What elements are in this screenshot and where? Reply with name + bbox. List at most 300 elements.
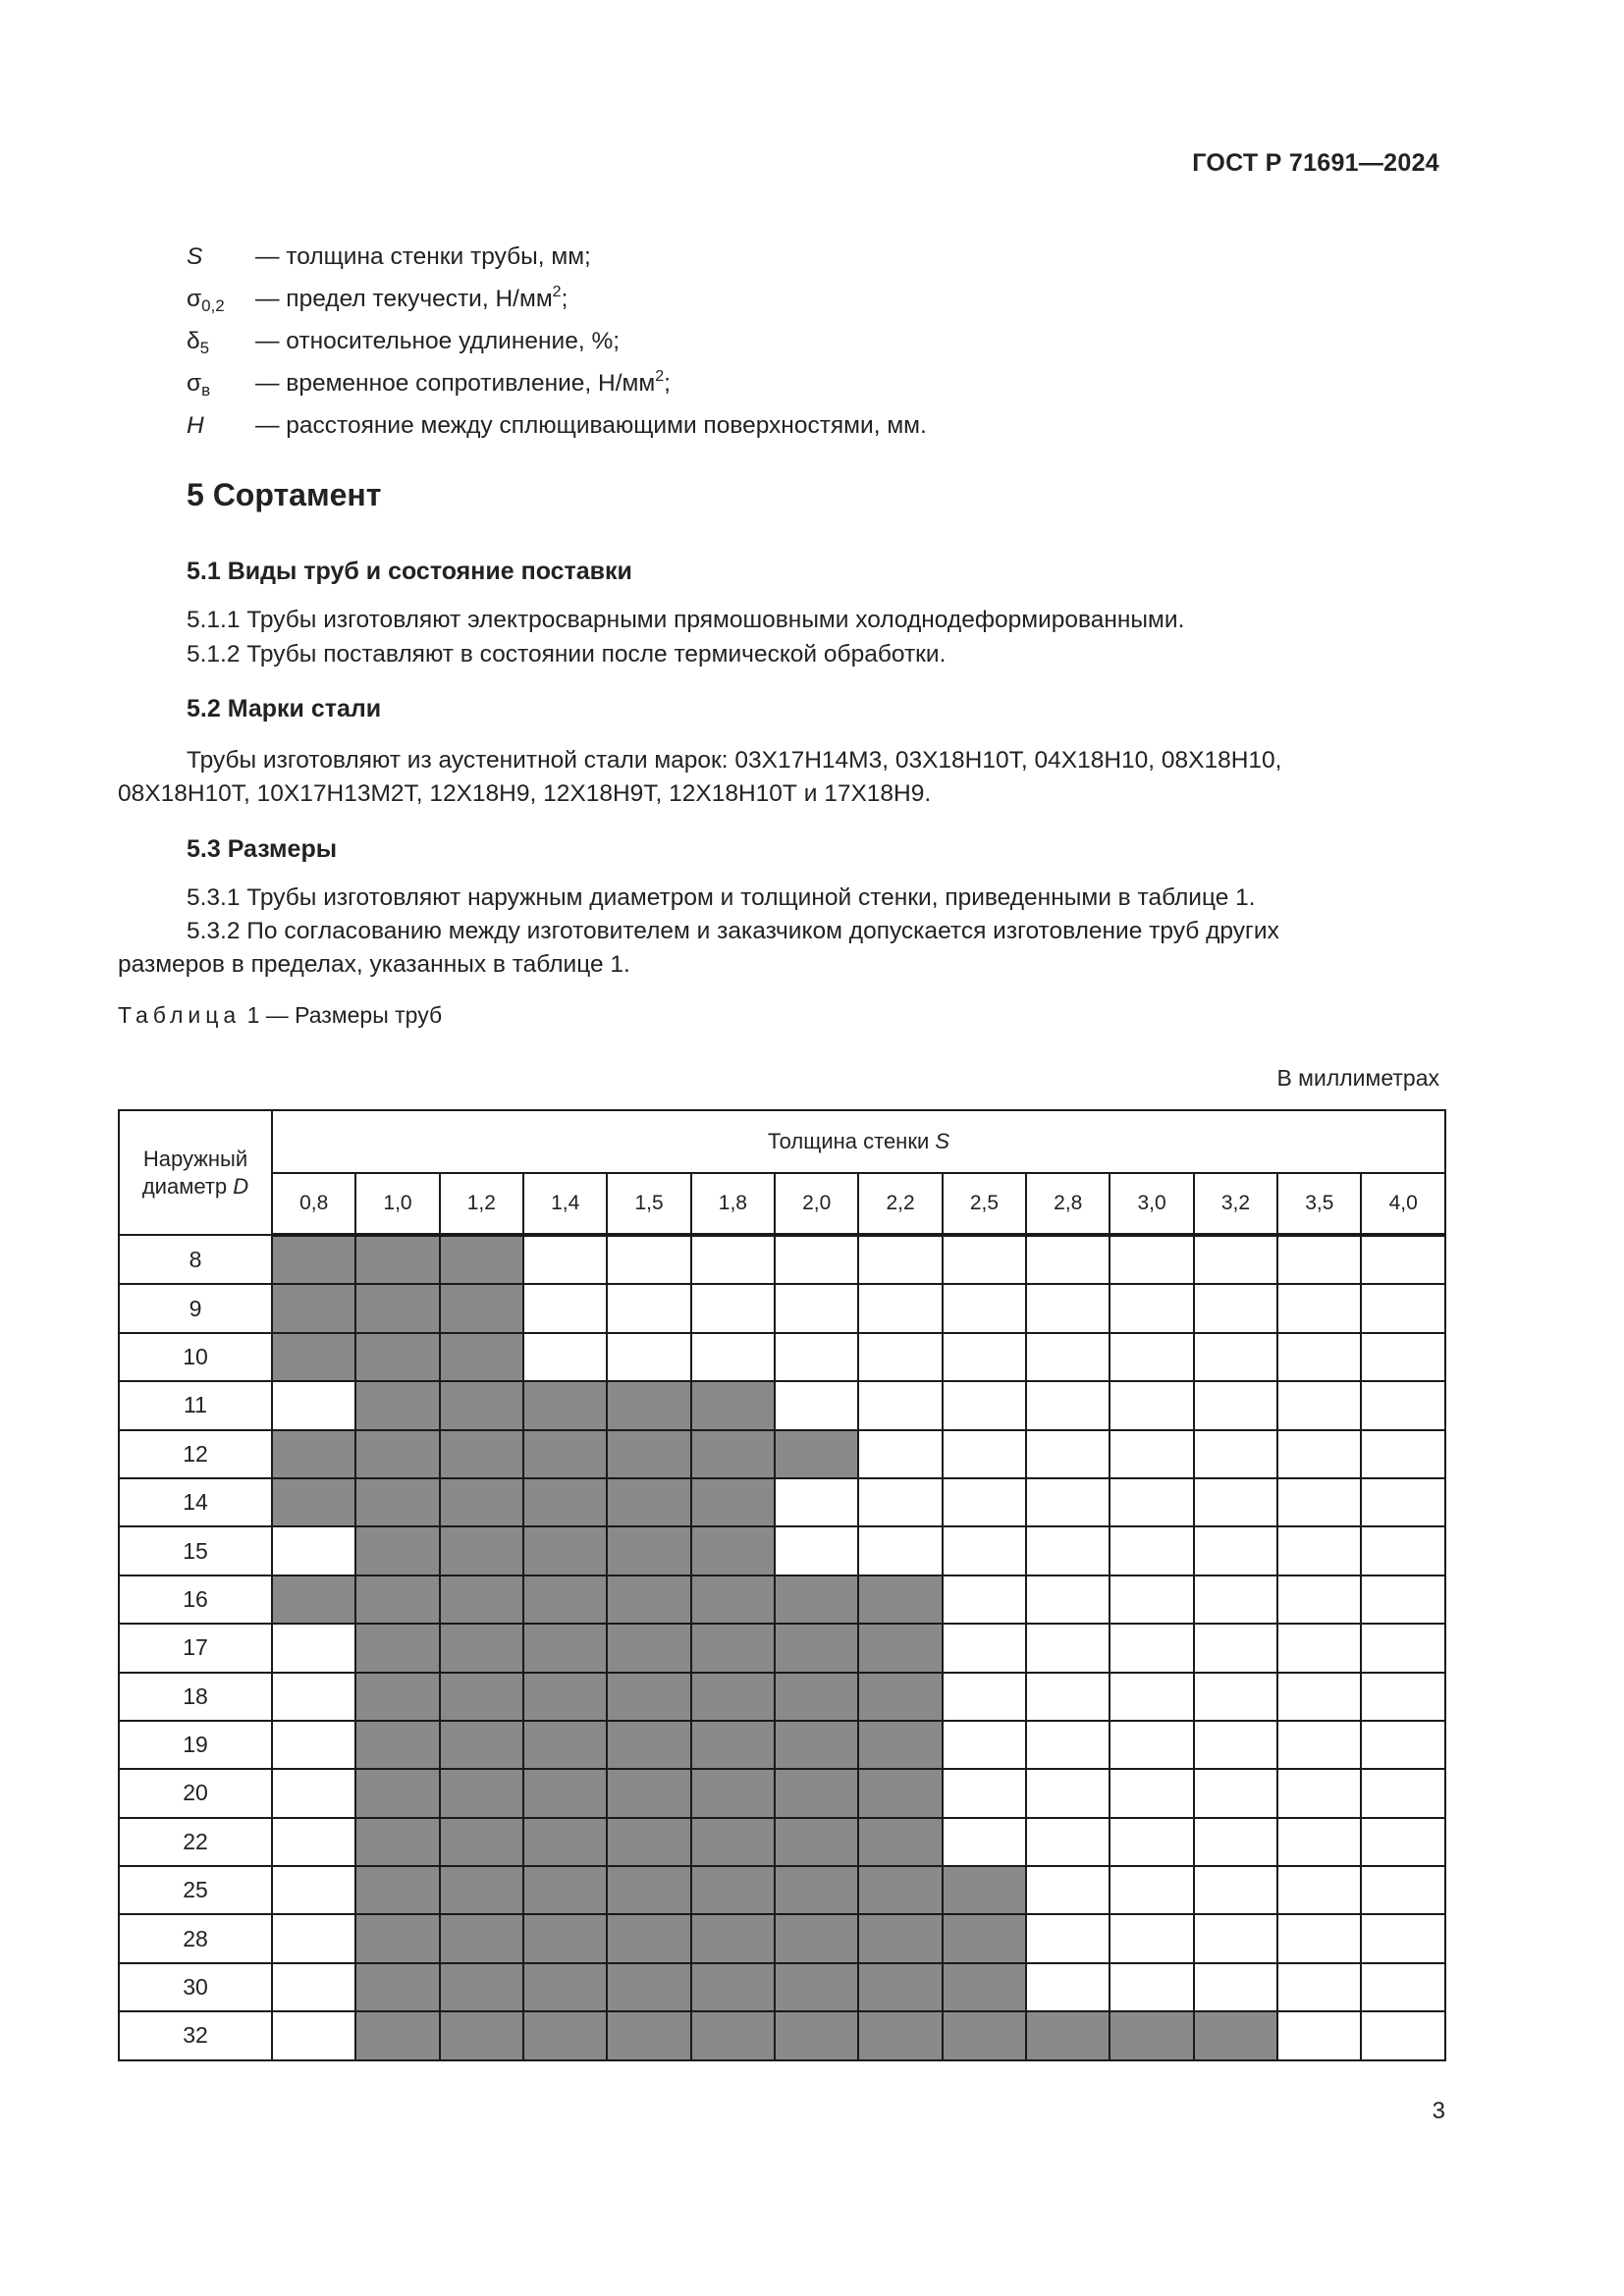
empty-size-cell (691, 1333, 775, 1381)
available-size-cell (523, 1673, 607, 1721)
available-size-cell (1194, 2011, 1277, 2059)
diameter-cell: 8 (119, 1235, 272, 1284)
empty-size-cell (943, 1818, 1026, 1866)
available-size-cell (272, 1284, 355, 1332)
available-size-cell (775, 2011, 858, 2059)
available-size-cell (355, 1381, 439, 1429)
available-size-cell (440, 1478, 523, 1526)
available-size-cell (775, 1624, 858, 1672)
available-size-cell (440, 1769, 523, 1817)
empty-size-cell (1361, 2011, 1445, 2059)
empty-size-cell (1277, 1769, 1361, 1817)
empty-size-cell (1361, 1914, 1445, 1962)
empty-size-cell (1110, 1721, 1193, 1769)
empty-size-cell (272, 1963, 355, 2011)
available-size-cell (775, 1673, 858, 1721)
available-size-cell (607, 1963, 690, 2011)
empty-size-cell (1194, 1381, 1277, 1429)
thickness-header-cell: 2,0 (775, 1173, 858, 1235)
empty-size-cell (1026, 1914, 1110, 1962)
empty-size-cell (775, 1381, 858, 1429)
empty-size-cell (1110, 1818, 1193, 1866)
thickness-header-cell: 3,2 (1194, 1173, 1277, 1235)
empty-size-cell (272, 1526, 355, 1575)
available-size-cell (440, 1333, 523, 1381)
available-size-cell (858, 1914, 942, 1962)
diameter-cell: 11 (119, 1381, 272, 1429)
available-size-cell (775, 1818, 858, 1866)
empty-size-cell (1194, 1333, 1277, 1381)
available-size-cell (858, 1673, 942, 1721)
table-units: В миллиметрах (1276, 1065, 1439, 1091)
empty-size-cell (607, 1235, 690, 1284)
empty-size-cell (272, 1624, 355, 1672)
available-size-cell (523, 2011, 607, 2059)
empty-size-cell (272, 2011, 355, 2059)
symbol-legend (187, 236, 1453, 447)
empty-size-cell (1361, 1478, 1445, 1526)
thickness-header-cell: 1,5 (607, 1173, 690, 1235)
available-size-cell (440, 1914, 523, 1962)
thickness-header-row (119, 1173, 1445, 1235)
available-size-cell (272, 1333, 355, 1381)
available-size-cell (355, 1478, 439, 1526)
table-row (119, 1624, 1445, 1672)
empty-size-cell (1110, 1963, 1193, 2011)
empty-size-cell (272, 1721, 355, 1769)
diameter-cell: 14 (119, 1478, 272, 1526)
empty-size-cell (1361, 1673, 1445, 1721)
available-size-cell (523, 1575, 607, 1624)
empty-size-cell (1026, 1284, 1110, 1332)
empty-size-cell (943, 1624, 1026, 1672)
legend-text: — временное сопротивление, Н/мм (255, 370, 656, 397)
available-size-cell (607, 1818, 690, 1866)
available-size-cell (858, 1818, 942, 1866)
empty-size-cell (1361, 1575, 1445, 1624)
thickness-header-cell: 2,5 (943, 1173, 1026, 1235)
available-size-cell (691, 1381, 775, 1429)
empty-size-cell (1110, 1235, 1193, 1284)
empty-size-cell (943, 1235, 1026, 1284)
empty-size-cell (1026, 1575, 1110, 1624)
empty-size-cell (1026, 1866, 1110, 1914)
legend-item (187, 320, 1453, 362)
page-number: 3 (1432, 2098, 1445, 2124)
empty-size-cell (1361, 1721, 1445, 1769)
available-size-cell (858, 1769, 942, 1817)
table-body (119, 1235, 1445, 2060)
empty-size-cell (1026, 1721, 1110, 1769)
empty-size-cell (1110, 1284, 1193, 1332)
available-size-cell (607, 1866, 690, 1914)
diameter-cell: 9 (119, 1284, 272, 1332)
available-size-cell (775, 1963, 858, 2011)
thickness-header-cell: 1,8 (691, 1173, 775, 1235)
empty-size-cell (1361, 1963, 1445, 2011)
empty-size-cell (1361, 1526, 1445, 1575)
available-size-cell (607, 2011, 690, 2059)
available-size-cell (1026, 2011, 1110, 2059)
legend-item (187, 236, 1453, 278)
available-size-cell (355, 1430, 439, 1478)
thickness-header-cell: 1,0 (355, 1173, 439, 1235)
available-size-cell (858, 1963, 942, 2011)
available-size-cell (440, 1381, 523, 1429)
available-size-cell (691, 1526, 775, 1575)
empty-size-cell (1361, 1333, 1445, 1381)
legend-tail: ; (664, 370, 671, 397)
available-size-cell (691, 1818, 775, 1866)
empty-size-cell (943, 1575, 1026, 1624)
legend-text: — относительное удлинение, %; (255, 328, 621, 354)
available-size-cell (440, 1963, 523, 2011)
thickness-header-cell: 2,2 (858, 1173, 942, 1235)
legend-superscript: 2 (655, 368, 665, 385)
diameter-cell: 16 (119, 1575, 272, 1624)
thickness-header-cell: 0,8 (272, 1173, 355, 1235)
available-size-cell (523, 1624, 607, 1672)
available-size-cell (775, 1575, 858, 1624)
empty-size-cell (1361, 1769, 1445, 1817)
legend-item (187, 404, 1453, 447)
legend-symbol: σ (187, 286, 202, 312)
empty-size-cell (1194, 1526, 1277, 1575)
empty-size-cell (1277, 1526, 1361, 1575)
empty-size-cell (858, 1478, 942, 1526)
empty-size-cell (1194, 1235, 1277, 1284)
table-row (119, 1478, 1445, 1526)
empty-size-cell (272, 1866, 355, 1914)
available-size-cell (355, 1673, 439, 1721)
empty-size-cell (272, 1769, 355, 1817)
empty-size-cell (1110, 1333, 1193, 1381)
empty-size-cell (1110, 1478, 1193, 1526)
thickness-header-cell: 3,0 (1110, 1173, 1193, 1235)
subsection-title: 5.2 Марки стали (187, 695, 382, 722)
available-size-cell (440, 1526, 523, 1575)
subsection-title: 5.1 Виды труб и состояние поставки (187, 558, 632, 585)
empty-size-cell (1361, 1624, 1445, 1672)
empty-size-cell (1110, 1769, 1193, 1817)
empty-size-cell (691, 1284, 775, 1332)
available-size-cell (943, 1914, 1026, 1962)
table-row (119, 1673, 1445, 1721)
empty-size-cell (1277, 1284, 1361, 1332)
legend-tail: ; (561, 286, 568, 312)
available-size-cell (523, 1769, 607, 1817)
table-caption (118, 1002, 442, 1029)
empty-size-cell (1277, 1866, 1361, 1914)
table-row (119, 1866, 1445, 1914)
empty-size-cell (272, 1914, 355, 1962)
available-size-cell (272, 1575, 355, 1624)
empty-size-cell (1277, 1575, 1361, 1624)
available-size-cell (440, 1624, 523, 1672)
empty-size-cell (1361, 1235, 1445, 1284)
legend-text: — расстояние между сплющивающими поверхностями, мм. (255, 412, 927, 439)
legend-item (187, 362, 1453, 404)
empty-size-cell (1277, 1430, 1361, 1478)
empty-size-cell (943, 1478, 1026, 1526)
empty-size-cell (1361, 1866, 1445, 1914)
available-size-cell (355, 1721, 439, 1769)
available-size-cell (355, 1818, 439, 1866)
empty-size-cell (1194, 1575, 1277, 1624)
available-size-cell (355, 1575, 439, 1624)
empty-size-cell (1277, 2011, 1361, 2059)
available-size-cell (607, 1381, 690, 1429)
empty-size-cell (1110, 1381, 1193, 1429)
table-row (119, 1381, 1445, 1429)
empty-size-cell (1277, 1963, 1361, 2011)
empty-size-cell (943, 1526, 1026, 1575)
diameter-cell: 18 (119, 1673, 272, 1721)
empty-size-cell (272, 1673, 355, 1721)
available-size-cell (775, 1914, 858, 1962)
available-size-cell (607, 1624, 690, 1672)
empty-size-cell (1110, 1430, 1193, 1478)
empty-size-cell (607, 1333, 690, 1381)
empty-size-cell (1110, 1624, 1193, 1672)
available-size-cell (523, 1430, 607, 1478)
empty-size-cell (858, 1430, 942, 1478)
empty-size-cell (1026, 1430, 1110, 1478)
available-size-cell (607, 1430, 690, 1478)
section-title: 5 Сортамент (187, 477, 382, 512)
available-size-cell (440, 1575, 523, 1624)
empty-size-cell (775, 1333, 858, 1381)
available-size-cell (440, 1721, 523, 1769)
legend-subscript: 0,2 (201, 296, 225, 315)
empty-size-cell (858, 1381, 942, 1429)
available-size-cell (607, 1575, 690, 1624)
empty-size-cell (1194, 1673, 1277, 1721)
diameter-cell: 19 (119, 1721, 272, 1769)
available-size-cell (607, 1721, 690, 1769)
diameter-cell: 10 (119, 1333, 272, 1381)
available-size-cell (523, 1478, 607, 1526)
diameter-cell: 15 (119, 1526, 272, 1575)
diameter-cell: 30 (119, 1963, 272, 2011)
table-row (119, 1914, 1445, 1962)
header-text: Наружный (142, 1146, 248, 1171)
column-group-thickness (272, 1110, 1445, 1173)
empty-size-cell (1194, 1430, 1277, 1478)
empty-size-cell (523, 1235, 607, 1284)
empty-size-cell (1194, 1769, 1277, 1817)
empty-size-cell (1026, 1526, 1110, 1575)
available-size-cell (858, 1866, 942, 1914)
available-size-cell (691, 1769, 775, 1817)
thickness-header-cell: 1,2 (440, 1173, 523, 1235)
empty-size-cell (943, 1721, 1026, 1769)
available-size-cell (440, 1866, 523, 1914)
available-size-cell (355, 1963, 439, 2011)
empty-size-cell (1194, 1914, 1277, 1962)
table-row (119, 1721, 1445, 1769)
diameter-cell: 25 (119, 1866, 272, 1914)
available-size-cell (355, 2011, 439, 2059)
empty-size-cell (1277, 1721, 1361, 1769)
empty-size-cell (1361, 1284, 1445, 1332)
table-row (119, 1235, 1445, 1284)
available-size-cell (943, 1963, 1026, 2011)
available-size-cell (440, 1673, 523, 1721)
diameter-cell: 12 (119, 1430, 272, 1478)
legend-subscript: 5 (199, 339, 210, 357)
legend-symbol: δ (187, 328, 200, 354)
available-size-cell (691, 1575, 775, 1624)
empty-size-cell (523, 1333, 607, 1381)
empty-size-cell (858, 1333, 942, 1381)
available-size-cell (523, 1963, 607, 2011)
available-size-cell (858, 1624, 942, 1672)
available-size-cell (691, 1673, 775, 1721)
empty-size-cell (775, 1284, 858, 1332)
available-size-cell (775, 1769, 858, 1817)
empty-size-cell (1361, 1430, 1445, 1478)
column-header-diameter (119, 1110, 272, 1235)
available-size-cell (691, 1721, 775, 1769)
legend-symbol: σ (187, 370, 202, 397)
empty-size-cell (1026, 1673, 1110, 1721)
empty-size-cell (943, 1673, 1026, 1721)
legend-text: — предел текучести, Н/мм (255, 286, 553, 312)
available-size-cell (943, 2011, 1026, 2059)
available-size-cell (523, 1818, 607, 1866)
available-size-cell (607, 1673, 690, 1721)
legend-item (187, 278, 1453, 320)
available-size-cell (943, 1866, 1026, 1914)
empty-size-cell (1026, 1963, 1110, 2011)
empty-size-cell (1277, 1818, 1361, 1866)
paragraph: 5.1.1 Трубы изготовляют электросварными прямошовными холоднодеформированными. (187, 607, 1185, 633)
empty-size-cell (1361, 1818, 1445, 1866)
table-row (119, 2011, 1445, 2059)
empty-size-cell (1026, 1333, 1110, 1381)
empty-size-cell (858, 1284, 942, 1332)
empty-size-cell (1026, 1818, 1110, 1866)
available-size-cell (272, 1478, 355, 1526)
empty-size-cell (775, 1235, 858, 1284)
empty-size-cell (775, 1478, 858, 1526)
empty-size-cell (1361, 1381, 1445, 1429)
empty-size-cell (858, 1235, 942, 1284)
available-size-cell (355, 1914, 439, 1962)
empty-size-cell (1277, 1673, 1361, 1721)
available-size-cell (775, 1721, 858, 1769)
diameter-cell: 17 (119, 1624, 272, 1672)
paragraph: 5.1.2 Трубы поставляют в состоянии после термической обработки. (187, 641, 947, 667)
empty-size-cell (943, 1430, 1026, 1478)
available-size-cell (691, 1866, 775, 1914)
available-size-cell (858, 2011, 942, 2059)
thickness-header-cell: 3,5 (1277, 1173, 1361, 1235)
available-size-cell (607, 1526, 690, 1575)
available-size-cell (691, 1478, 775, 1526)
available-size-cell (607, 1769, 690, 1817)
table-caption-word: Таблица (118, 1002, 242, 1028)
diameter-cell: 32 (119, 2011, 272, 2059)
table-row (119, 1818, 1445, 1866)
empty-size-cell (272, 1818, 355, 1866)
paragraph-continuation: 08Х18Н10Т, 10Х17Н13М2Т, 12Х18Н9, 12Х18Н9Т, 12Х18Н10Т и 17Х18Н9. (118, 780, 932, 807)
empty-size-cell (1277, 1478, 1361, 1526)
empty-size-cell (943, 1381, 1026, 1429)
available-size-cell (440, 1430, 523, 1478)
empty-size-cell (1277, 1235, 1361, 1284)
empty-size-cell (1026, 1235, 1110, 1284)
available-size-cell (355, 1333, 439, 1381)
empty-size-cell (1194, 1818, 1277, 1866)
diameter-cell: 22 (119, 1818, 272, 1866)
available-size-cell (858, 1721, 942, 1769)
empty-size-cell (691, 1235, 775, 1284)
available-size-cell (691, 1430, 775, 1478)
table-row (119, 1769, 1445, 1817)
available-size-cell (523, 1914, 607, 1962)
empty-size-cell (1110, 1526, 1193, 1575)
empty-size-cell (1026, 1381, 1110, 1429)
available-size-cell (355, 1624, 439, 1672)
empty-size-cell (1026, 1624, 1110, 1672)
empty-size-cell (1194, 1284, 1277, 1332)
empty-size-cell (1110, 1866, 1193, 1914)
header-text: диаметр (141, 1173, 228, 1199)
available-size-cell (858, 1575, 942, 1624)
empty-size-cell (1026, 1769, 1110, 1817)
empty-size-cell (1194, 1963, 1277, 2011)
available-size-cell (775, 1430, 858, 1478)
available-size-cell (440, 1235, 523, 1284)
available-size-cell (691, 1963, 775, 2011)
available-size-cell (1110, 2011, 1193, 2059)
available-size-cell (355, 1284, 439, 1332)
empty-size-cell (272, 1381, 355, 1429)
available-size-cell (523, 1721, 607, 1769)
table-row (119, 1284, 1445, 1332)
header-symbol: D (233, 1173, 249, 1199)
available-size-cell (272, 1235, 355, 1284)
available-size-cell (355, 1235, 439, 1284)
diameter-cell: 28 (119, 1914, 272, 1962)
legend-symbol: S (187, 243, 203, 270)
available-size-cell (691, 2011, 775, 2059)
paragraph: 5.3.1 Трубы изготовляют наружным диаметром и толщиной стенки, приведенными в таблице 1. (187, 884, 1256, 911)
empty-size-cell (943, 1284, 1026, 1332)
empty-size-cell (775, 1526, 858, 1575)
empty-size-cell (1110, 1575, 1193, 1624)
available-size-cell (272, 1430, 355, 1478)
empty-size-cell (1277, 1333, 1361, 1381)
header-text: Толщина стенки (767, 1129, 930, 1153)
pipe-sizes-table (118, 1109, 1446, 2061)
available-size-cell (523, 1381, 607, 1429)
empty-size-cell (858, 1526, 942, 1575)
table-caption-text: 1 — Размеры труб (246, 1002, 443, 1028)
available-size-cell (355, 1526, 439, 1575)
available-size-cell (523, 1526, 607, 1575)
legend-symbol: H (187, 412, 204, 439)
available-size-cell (775, 1866, 858, 1914)
table-row (119, 1526, 1445, 1575)
document-header: ГОСТ Р 71691—2024 (1192, 149, 1439, 177)
empty-size-cell (607, 1284, 690, 1332)
empty-size-cell (1194, 1866, 1277, 1914)
diameter-cell: 20 (119, 1769, 272, 1817)
legend-text: — толщина стенки трубы, мм; (255, 243, 591, 270)
